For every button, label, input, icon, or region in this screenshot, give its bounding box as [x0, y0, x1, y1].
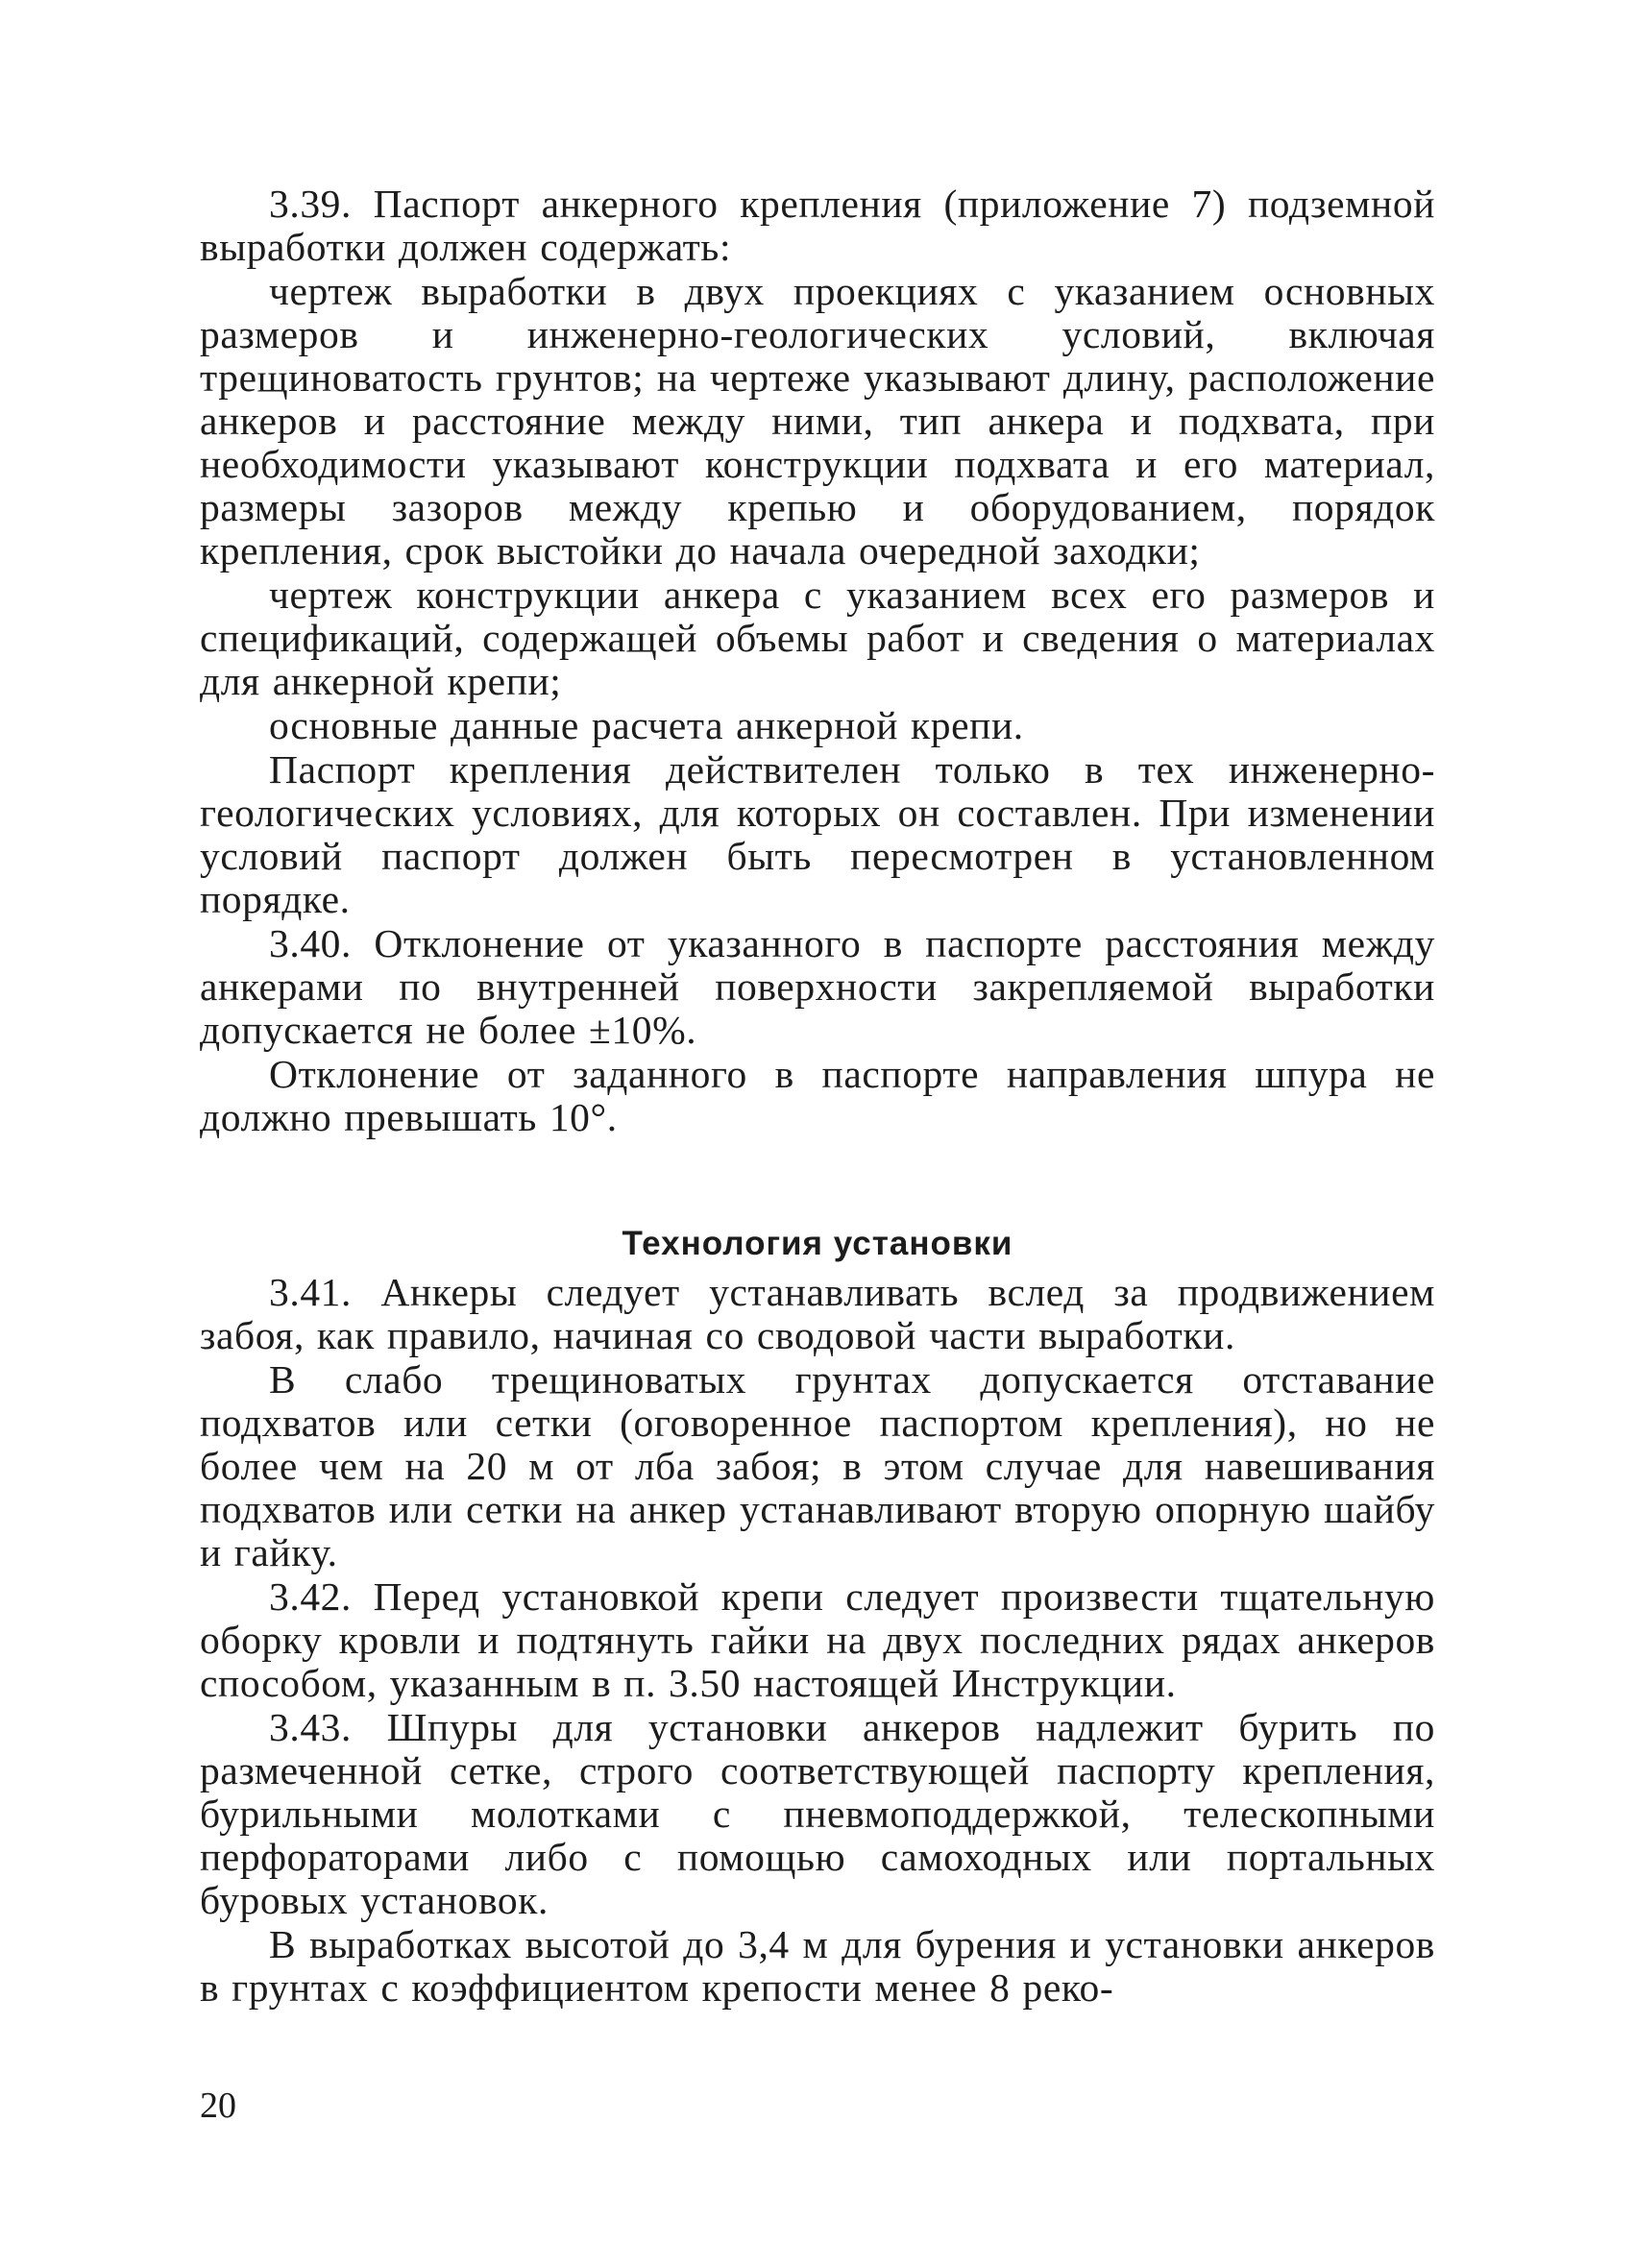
page-number: 20 — [200, 2085, 236, 2126]
paragraph-3-42: 3.42. Перед установкой крепи следует произвести тщательную оборку кровли и подтянуть гайки на двух последних рядах анкеров способом, указанным в п. 3.50 настоящей Инструкции. — [200, 1574, 1435, 1705]
paragraph-borehole-deviation: Отклонение от заданного в паспорте направления шпура не должно превышать 10°. — [200, 1052, 1435, 1139]
document-page — [200, 183, 1435, 2011]
paragraph-excavation-height: В выработках высотой до 3,4 м для бурения и установки анкеров в грунтах с коэффициентом крепости менее 8 реко- — [200, 1922, 1435, 2010]
paragraph-3-39: 3.39. Паспорт анкерного крепления (приложение 7) подземной выработки должен содержать: — [200, 182, 1435, 269]
paragraph-drawing-anchor: чертеж конструкции анкера с указанием всех его размеров и спецификаций, содержащей объемы работ и сведения о материалах для анкерной крепи; — [200, 573, 1435, 703]
section-heading: Технология установки — [622, 1225, 1013, 1262]
paragraph-calculation-data: основные данные расчета анкерной крепи. — [269, 703, 1024, 747]
paragraph-drawing-excavation: чертеж выработки в двух проекциях с указанием основных размеров и инженерно-геологических условий, включая трещиноватость грунтов; на чертеже указывают длину, расположение анкеров и расстояние между ними, тип анкера и подхвата, при необходимости указывают конструкции подхвата и его материал, размеры зазоров между крепью и оборудованием, порядок крепления, срок выстойки до начала очередной заходки; — [200, 269, 1435, 573]
paragraph-3-41: 3.41. Анкеры следует устанавливать вслед за продвижением забоя, как правило, начиная со сводовой части выработки. — [200, 1270, 1435, 1357]
paragraph-passport-validity: Паспорт крепления действителен только в тех инженерно-геологических условиях, для которых он составлен. При изменении условий паспорт должен быть пересмотрен в установленном порядке. — [200, 747, 1435, 921]
paragraph-3-40: 3.40. Отклонение от указанного в паспорте расстояния между анкерами по внутренней поверхности закрепляемой выработки допускается не более ±10%. — [200, 921, 1435, 1052]
paragraph-weak-fractured-ground: В слабо трещиноватых грунтах допускается отставание подхватов или сетки (оговоренное паспортом крепления), но не более чем на 20 м от лба забоя; в этом случае для навешивания подхватов или сетки на анкер устанавливают вторую опорную шайбу и гайку. — [200, 1357, 1435, 1574]
paragraph-3-43: 3.43. Шпуры для установки анкеров надлежит бурить по размеченной сетке, строго соответствующей паспорту крепления, бурильными молотками с пневмоподдержкой, телескопными перфораторами либо с помощью самоходных или портальных буровых установок. — [200, 1705, 1435, 1922]
